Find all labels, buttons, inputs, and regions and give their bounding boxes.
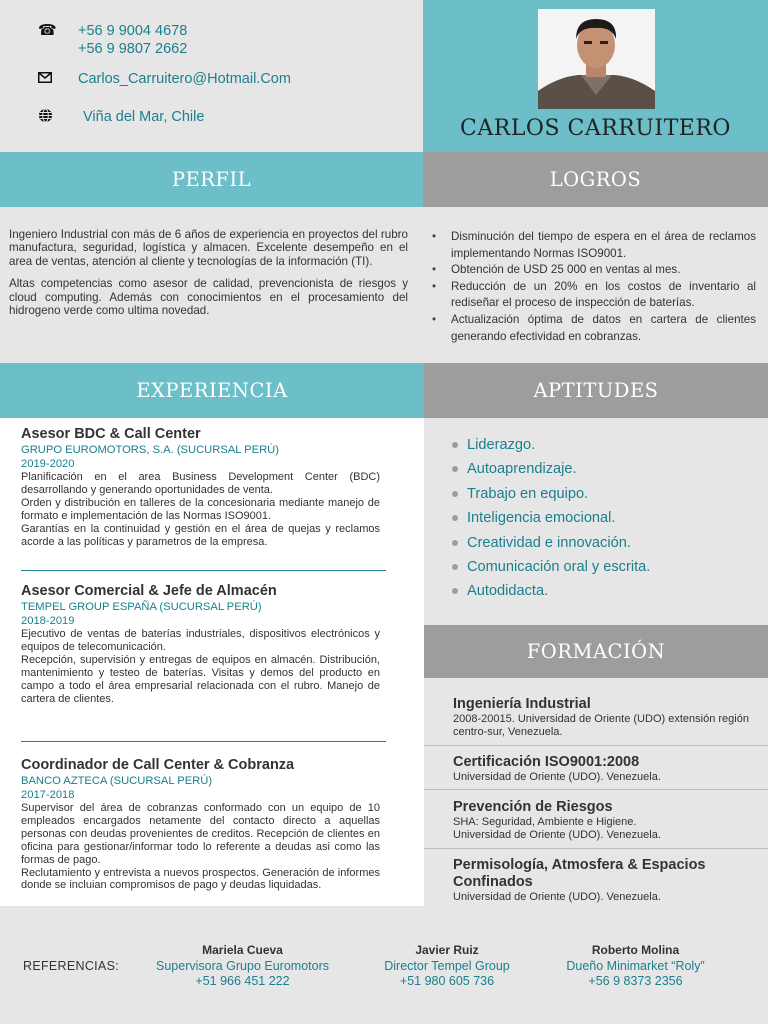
achievement-item: • Reducción de un 20% en los costos de inventario al rediseñar el proceso de inspección de baterías. [432, 279, 756, 312]
achievement-item: • Actualización óptima de datos en cartera de clientes generando efectividad en cobranzas. [432, 312, 756, 345]
education-title: Ingeniería Industrial [453, 696, 591, 712]
reference-card [361, 943, 533, 990]
job-company: GRUPO EUROMOTORS, S.A. (SUCURSAL PERÚ) [21, 444, 279, 456]
divider [21, 741, 386, 742]
education-desc: SHA: Seguridad, Ambiente e Higiene. [453, 816, 637, 828]
mail-icon [38, 70, 58, 88]
education-title: Permisología, Atmosfera & Espacios Confinados [453, 857, 706, 890]
logros-heading: LOGROS [423, 152, 768, 207]
profile-paragraph: Ingeniero Industrial con más de 6 años de experiencia en proyectos del rubro manufactura, seguridad, logística y almacen. Excelente desempeño en el area de ventas, atención al cliente y tecnologías de la información (TI). [9, 228, 408, 268]
divider [424, 789, 768, 790]
skills-list [452, 433, 752, 604]
skill-item: Creatividad e innovación. [452, 531, 752, 555]
profile-paragraph: Altas competencias como asesor de calidad, prevencionista de riesgos y cloud computing. Además con conocimientos en el procesamiento del hidrogeno verde como ultima novedad. [9, 277, 408, 318]
phone-row [38, 22, 187, 58]
skill-item: Liderazgo. [452, 433, 752, 457]
education-desc: Universidad de Oriente (UDO). Venezuela. [453, 891, 661, 903]
reference-phone[interactable]: +51 966 451 222 [195, 974, 290, 988]
reference-name: Roberto Molina [591, 943, 680, 957]
education-title: Prevención de Riesgos [453, 799, 613, 815]
education-title: Certificación ISO9001:2008 [453, 754, 640, 770]
reference-phone[interactable]: +56 9 8373 2356 [588, 974, 683, 988]
job-years: 2018-2019 [21, 615, 75, 627]
reference-name: Javier Ruiz [415, 943, 479, 957]
job-years: 2019-2020 [21, 458, 75, 470]
job-entry [21, 757, 380, 892]
job-description [21, 471, 380, 548]
skill-item: Comunicación oral y escrita. [452, 555, 752, 579]
globe-icon [38, 108, 58, 128]
experiencia-heading: EXPERIENCIA [0, 363, 424, 418]
job-desc-line: Recepción, supervisión y entregas de equipos en almacén. Distribución, mantenimiento y testeo de baterías. Visitas y demos del producto en campo a todo el área empresarial relacionada con el rubro. Manejo de cartera de clientes. [21, 653, 380, 705]
job-desc-line: Ejecutivo de ventas de baterías industriales, dispositivos electrónicos y equipos de telecomunicación. [21, 628, 380, 653]
job-description [21, 802, 380, 892]
education-desc: Universidad de Oriente (UDO). Venezuela. [453, 829, 661, 841]
references-label: REFERENCIAS: [23, 959, 119, 973]
formacion-heading: FORMACIÓN [424, 625, 768, 678]
reference-role: Supervisora Grupo Euromotors [156, 958, 329, 973]
education-entry [453, 799, 753, 842]
perfil-heading: PERFIL [0, 152, 423, 207]
education-entry [453, 696, 753, 739]
achievements-list [432, 229, 756, 345]
reference-phone[interactable]: +51 980 605 736 [399, 974, 495, 988]
reference-role: Dueño Minimarket “Roly” [566, 958, 705, 973]
reference-role: Director Tempel Group [384, 958, 510, 973]
candidate-name: CARLOS CARRUITERO [460, 116, 731, 141]
location-row [38, 108, 204, 128]
job-years: 2017-2018 [21, 789, 75, 801]
job-desc-line: Supervisor del área de cobranzas conformado con un equipo de 10 empleados encargados netamente del contacto directo a aquellas personas con deudas provenientes de creditos. Recepción de clientes en oficina para gestionar/informar todo lo referente a deudas asi como las formas de pago. [21, 802, 380, 866]
reference-card [150, 943, 335, 990]
divider [424, 848, 768, 849]
reference-card [548, 943, 723, 990]
email-link[interactable]: Carlos_Carruitero@Hotmail.Com [78, 71, 291, 87]
education-desc: 2008-20015. Universidad de Oriente (UDO) extensión región centro-sur, Venezuela. [453, 713, 749, 738]
job-desc-line: Garantías en la continuidad y gestión en el área de quejas y reclamos acorde a las políticas y parametros de la empresa. [21, 522, 380, 548]
education-desc: Universidad de Oriente (UDO). Venezuela. [453, 771, 661, 783]
education-entry [453, 754, 753, 784]
job-title: Coordinador de Call Center & Cobranza [21, 757, 295, 773]
job-desc-line: Reclutamiento y entrevista a nuevos prospectos. Generación de informes donde se incluian compromisos de pago y deudas liquidadas. [21, 866, 380, 892]
job-desc-line: Planificación en el area Business Development Center (BDC) desarrollando y generando oportunidades de venta. [21, 471, 380, 496]
job-title: Asesor Comercial & Jefe de Almacén [21, 583, 277, 599]
education-entry [453, 857, 753, 904]
location-text: Viña del Mar, Chile [83, 109, 205, 125]
profile-photo [538, 9, 655, 109]
job-entry [21, 583, 380, 705]
phone-number-1[interactable]: +56 9 9004 4678 [78, 23, 188, 39]
aptitudes-heading: APTITUDES [424, 363, 768, 418]
achievement-item: • Obtención de USD 25 000 en ventas al mes. [432, 262, 756, 279]
job-company: BANCO AZTECA (SUCURSAL PERÚ) [21, 775, 213, 787]
phone-icon: ☎ [38, 22, 57, 39]
job-company: TEMPEL GROUP ESPAÑA (SUCURSAL PERÚ) [21, 601, 262, 613]
phone-number-2[interactable]: +56 9 9807 2662 [78, 41, 188, 57]
divider [424, 745, 768, 746]
skill-item: Trabajo en equipo. [452, 482, 752, 506]
job-title: Asesor BDC & Call Center [21, 426, 201, 442]
profile-summary [9, 228, 408, 326]
skill-item: Autodidacta. [452, 579, 752, 603]
job-description [21, 628, 380, 705]
divider [21, 570, 386, 571]
job-desc-line: Orden y distribución en talleres de la concesionaria mediante manejo de formato e implementación de las Normas ISO9001. [21, 496, 380, 522]
skill-item: Autoaprendizaje. [452, 457, 752, 481]
skill-item: Inteligencia emocional. [452, 506, 752, 530]
job-entry [21, 426, 380, 548]
achievement-item: • Disminución del tiempo de espera en el área de reclamos implementando Normas ISO9001. [432, 229, 756, 262]
email-row [38, 70, 291, 88]
reference-name: Mariela Cueva [202, 943, 283, 957]
